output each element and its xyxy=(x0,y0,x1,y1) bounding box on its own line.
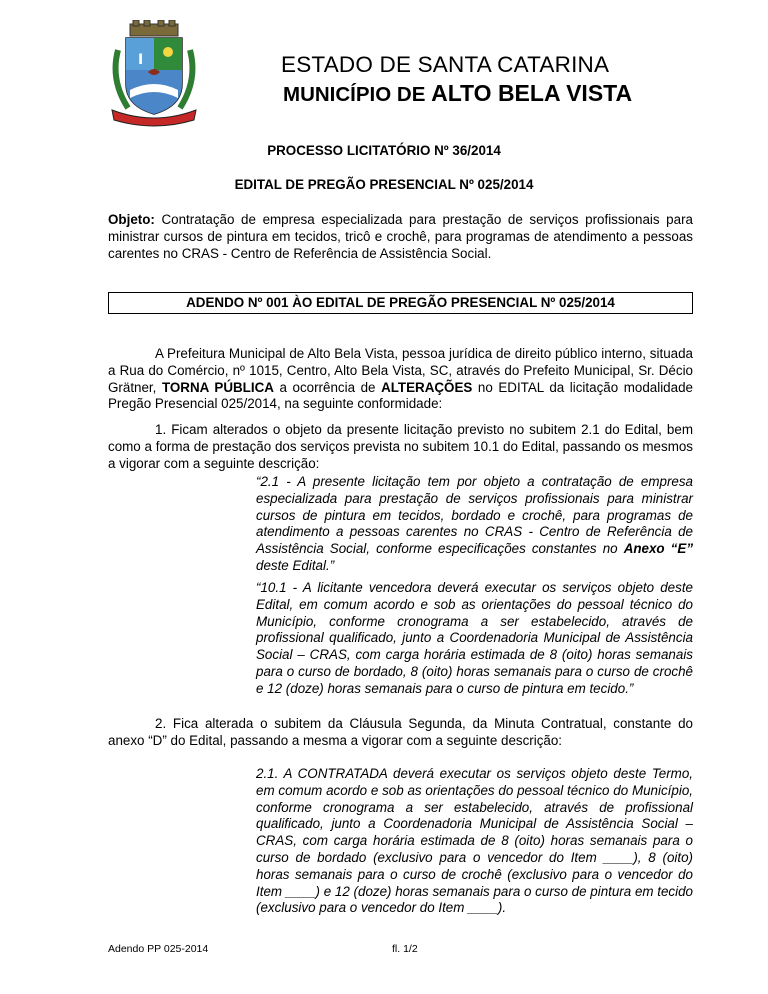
municipal-crest-logo xyxy=(108,20,200,128)
item-2-paragraph xyxy=(108,716,693,750)
municipality-name: ALTO BELA VISTA xyxy=(431,80,633,106)
process-title: PROCESSO LICITATÓRIO Nº 36/2014 xyxy=(267,143,501,158)
footer-page-number: fl. 1/2 xyxy=(392,943,418,955)
quote-2-1-end: deste Edital.” xyxy=(256,557,335,573)
intro-paragraph xyxy=(108,346,693,413)
quote-2-1-text: “2.1 - A presente licitação tem por objeto a contratação de empresa especializada para prestação de serviços profissionais para ministrar cursos de pintura em tecidos, bordado e crochê, para programas de atendimento a pessoas carentes no CRAS - Centro de Referência de Assistência Social, conforme especificações constantes no xyxy=(256,474,693,557)
intro-text-3: no EDITAL da licitação modalidade Pregão Presencial 025/2014, na seguinte conformidade: xyxy=(108,379,693,412)
item-2-text: 2. Fica alterada o subitem da Cláusula Segunda, da Minuta Contratual, constante do anexo “D” do Edital, passando a mesma a vigorar com a seguinte descrição: xyxy=(108,716,693,748)
state-heading: ESTADO DE SANTA CATARINA xyxy=(281,52,610,77)
alteracoes: ALTERAÇÕES xyxy=(381,379,473,395)
item-1-text: 1. Ficam alterados o objeto da presente licitação previsto no subitem 2.1 do Edital, bem como a forma de prestação dos serviços prevista no subitem 10.1 do Edital, passando os mesmos a vigorar com a seguinte descrição: xyxy=(108,422,693,471)
municipality-heading xyxy=(283,80,632,107)
municipality-prefix: MUNICÍPIO DE xyxy=(283,83,432,106)
quote-clausula-2-1: 2.1. A CONTRATADA deverá executar os serviços objeto deste Termo, em comum acordo e sob as orientações do pessoal técnico do Município, conforme cronograma a ser estabelecido, através de profissional qualificado, junto a Coordenadoria Municipal de Assistência Social – CRAS, com carga horária estimada de 8 (oito) horas semanais para o curso de bordado (exclusivo para o vencedor do Item ____), 8 (oito) horas semanais para o curso de crochê (exclusivo para o vencedor do Item ____) e 12 (doze) horas semanais para o curso de pintura em tecido (exclusivo para o vencedor do Item ____). xyxy=(256,766,693,916)
quote-2-1 xyxy=(256,474,693,575)
edital-title: EDITAL DE PREGÃO PRESENCIAL Nº 025/2014 xyxy=(234,177,534,192)
objeto-label: Objeto: xyxy=(108,212,155,227)
anexo-e: Anexo “E” xyxy=(623,541,694,557)
quote-10-1: “10.1 - A licitante vencedora deverá executar os serviços objeto deste Edital, em comum acordo e sob as orientações do pessoal técnico do Município, conforme cronograma a ser estabelecido, através de profissional qualificado, junto a Coordenadoria Municipal de Assistência Social – CRAS, com carga horária estimada de 8 (oito) horas semanais para o curso de bordado, 8 (oito) horas semanais para o curso de crochê e 12 (doze) horas semanais para o curso de pintura em tecido.” xyxy=(256,580,693,696)
intro-text-2: a ocorrência de xyxy=(273,379,382,395)
intro-text-1: A Prefeitura Municipal de Alto Bela Vista, pessoa jurídica de direito público interno, situada a Rua do Comércio, nº 1015, Centro, Alto Bela Vista, SC, através do Prefeito Municipal, Sr. Décio Grätner, xyxy=(108,346,693,395)
item-1-paragraph xyxy=(108,422,693,472)
footer-doc-id: Adendo PP 025-2014 xyxy=(108,943,209,955)
torna-publica: TORNA PÚBLICA xyxy=(161,379,274,395)
adendo-title-box: ADENDO Nº 001 ÀO EDITAL DE PREGÃO PRESENCIAL Nº 025/2014 xyxy=(108,292,693,314)
objeto-text: Contratação de empresa especializada para prestação de serviços profissionais para ministrar cursos de pintura em tecidos, tricô e crochê, para programas de atendimento a pessoas carentes no CRAS - Centro de Referência de Assistência Social. xyxy=(108,212,693,261)
svg-text:I: I xyxy=(138,52,144,68)
objeto-paragraph xyxy=(108,212,693,262)
